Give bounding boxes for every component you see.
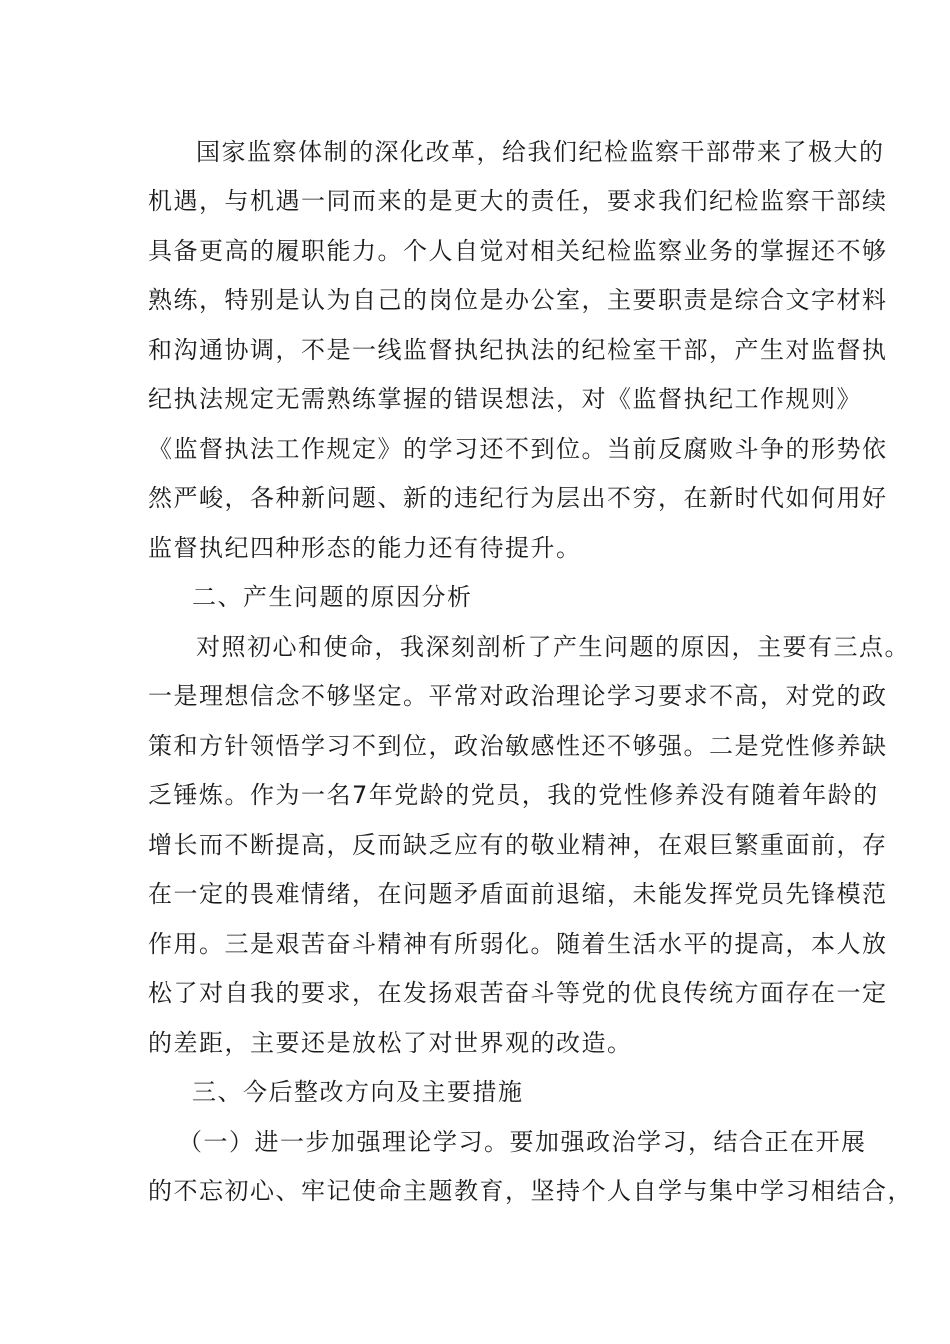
paragraph-line: 国家监察体制的深化改革，给我们纪检监察干部带来了极大的	[196, 138, 885, 166]
paragraph-line: 的差距，主要还是放松了对世界观的改造。	[148, 1029, 633, 1057]
paragraph-line: 一是理想信念不够坚定。平常对政治理论学习要求不高，对党的政	[148, 682, 888, 710]
paragraph-line: 松了对自我的要求，在发扬艰苦奋斗等党的优良传统方面存在一定	[148, 979, 888, 1007]
paragraph-line: 具备更高的履职能力。个人自觉对相关纪检监察业务的掌握还不够	[148, 237, 888, 265]
paragraph-line: 在一定的畏难情绪，在问题矛盾面前退缩，未能发挥党员先锋模范	[148, 880, 888, 908]
section-heading: 二、产生问题的原因分析	[192, 583, 473, 611]
section-heading: 三、今后整改方向及主要措施	[192, 1078, 524, 1106]
paragraph-line: 作用。三是艰苦奋斗精神有所弱化。随着生活水平的提高，本人放	[148, 930, 888, 958]
paragraph-line: 监督执纪四种形态的能力还有待提升。	[148, 534, 582, 562]
paragraph-line: 策和方针领悟学习不到位，政治敏感性还不够强。二是党性修养缺	[148, 732, 888, 760]
paragraph-line: 的不忘初心、牢记使命主题教育，坚持个人自学与集中学习相结合，	[148, 1177, 913, 1205]
paragraph-line: 乏锤炼。作为一名7年党龄的党员，我的党性修养没有随着年龄的	[148, 781, 879, 809]
paragraph-line: 纪执法规定无需熟练掌握的错误想法，对《监督执纪工作规则》	[148, 385, 862, 413]
paragraph-line: 然严峻，各种新问题、新的违纪行为层出不穷，在新时代如何用好	[148, 484, 888, 512]
paragraph-line: 熟练，特别是认为自己的岗位是办公室，主要职责是综合文字材料	[148, 286, 888, 314]
paragraph-line: 机遇，与机遇一同而来的是更大的责任，要求我们纪检监察干部续	[148, 187, 888, 215]
paragraph-line: 增长而不断提高，反而缺乏应有的敬业精神，在艰巨繁重面前，存	[148, 831, 888, 859]
paragraph-line: 对照初心和使命，我深刻剖析了产生问题的原因，主要有三点。	[196, 633, 910, 661]
subsection-heading-line: （一）进一步加强理论学习。要加强政治学习，结合正在开展	[178, 1128, 867, 1156]
paragraph-line: 《监督执法工作规定》的学习还不到位。当前反腐败斗争的形势依	[148, 435, 888, 463]
paragraph-line: 和沟通协调，不是一线监督执纪执法的纪检室干部，产生对监督执	[148, 336, 888, 364]
